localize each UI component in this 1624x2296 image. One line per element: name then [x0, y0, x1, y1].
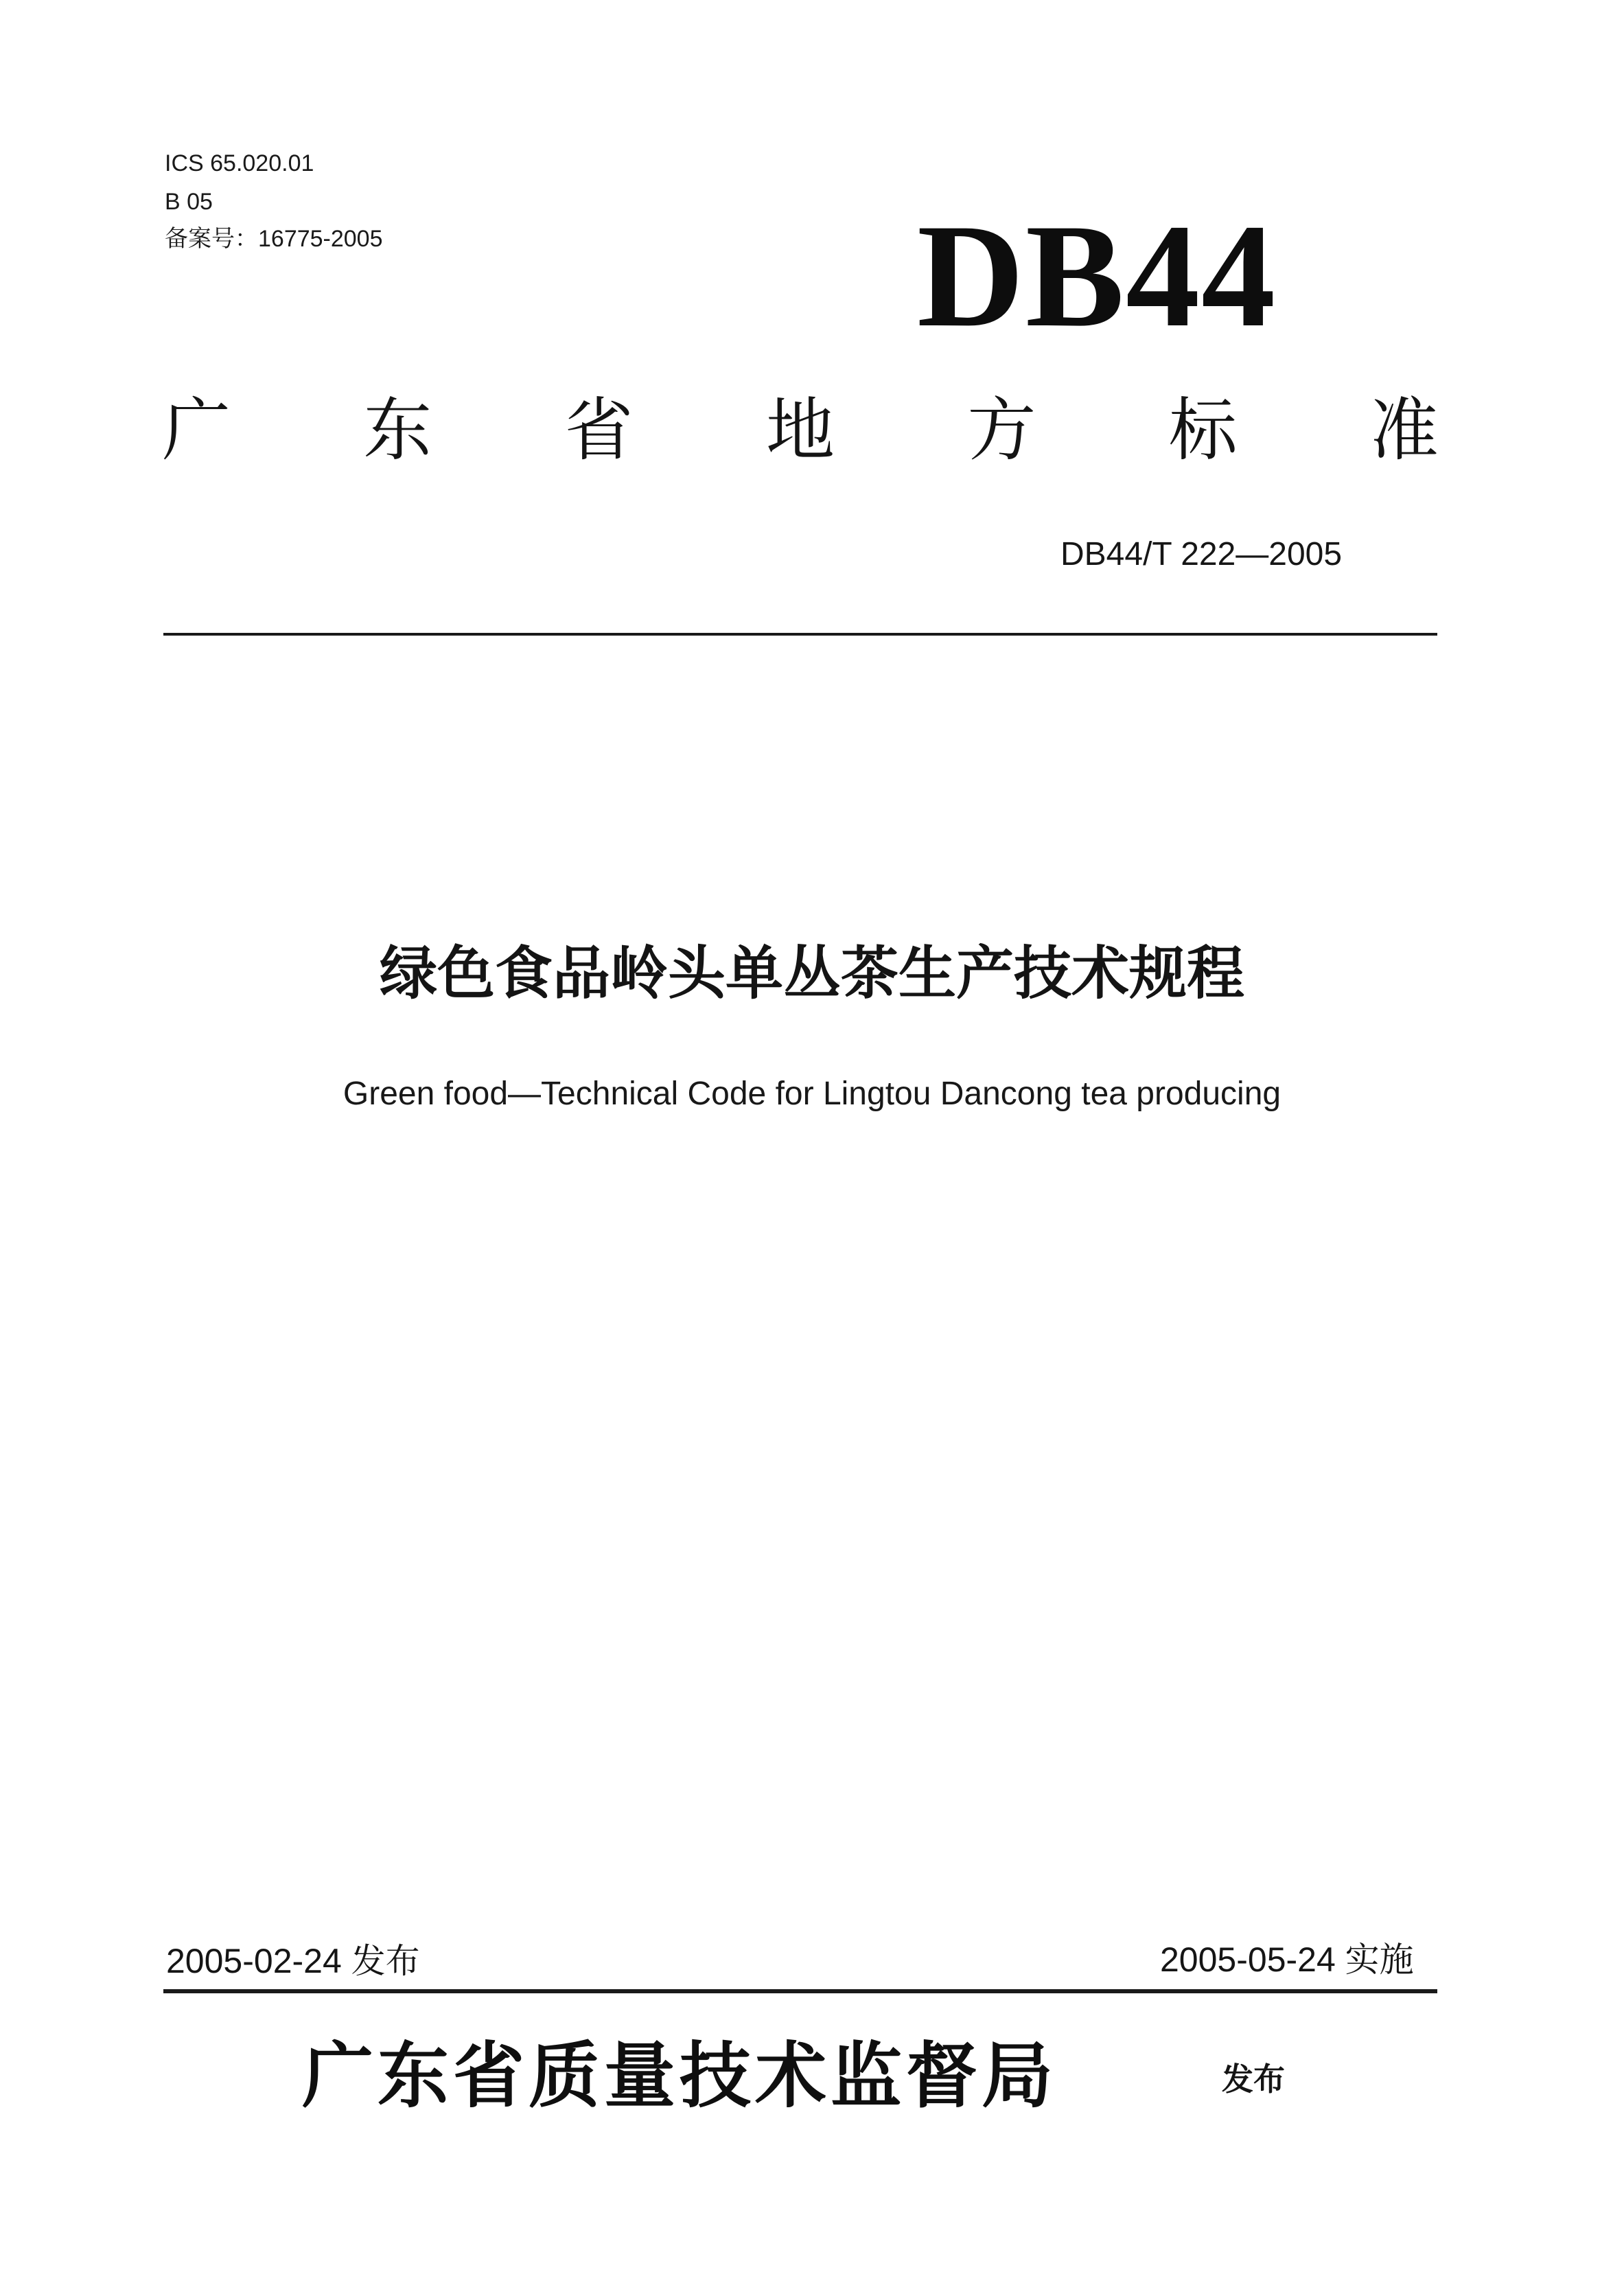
heading-char: 地: [765, 390, 835, 470]
heading-char: 广: [162, 390, 231, 470]
standard-code: DB44/T 222—2005: [1060, 536, 1343, 572]
standard-type-heading: [162, 390, 1439, 470]
filing-number: 备案号：16775-2005: [165, 226, 383, 252]
heading-char: 方: [967, 390, 1036, 470]
db44-standard-mark: DB44: [917, 194, 1277, 358]
issuing-authority: 广东省质量技术监督局: [302, 2033, 1058, 2118]
document-title-english: Green food—Technical Code for Lingtou Dancong tea producing: [343, 1076, 1281, 1112]
ics-code: ICS 65.020.01: [165, 150, 314, 176]
heading-char: 准: [1369, 390, 1439, 470]
heading-char: 标: [1168, 390, 1238, 470]
ccs-code: B 05: [165, 189, 213, 215]
issuing-label: 发布: [1222, 2061, 1285, 2098]
heading-char: 省: [564, 390, 634, 470]
implementation-date: 2005-05-24 实施: [1160, 1940, 1414, 1979]
issue-date: 2005-02-24 发布: [166, 1942, 420, 1980]
heading-char: 东: [363, 390, 432, 470]
footer-divider: [163, 1989, 1437, 1993]
header-divider: [163, 633, 1437, 636]
document-title-chinese: 绿色食品岭头单丛茶生产技术规程: [379, 940, 1244, 1007]
